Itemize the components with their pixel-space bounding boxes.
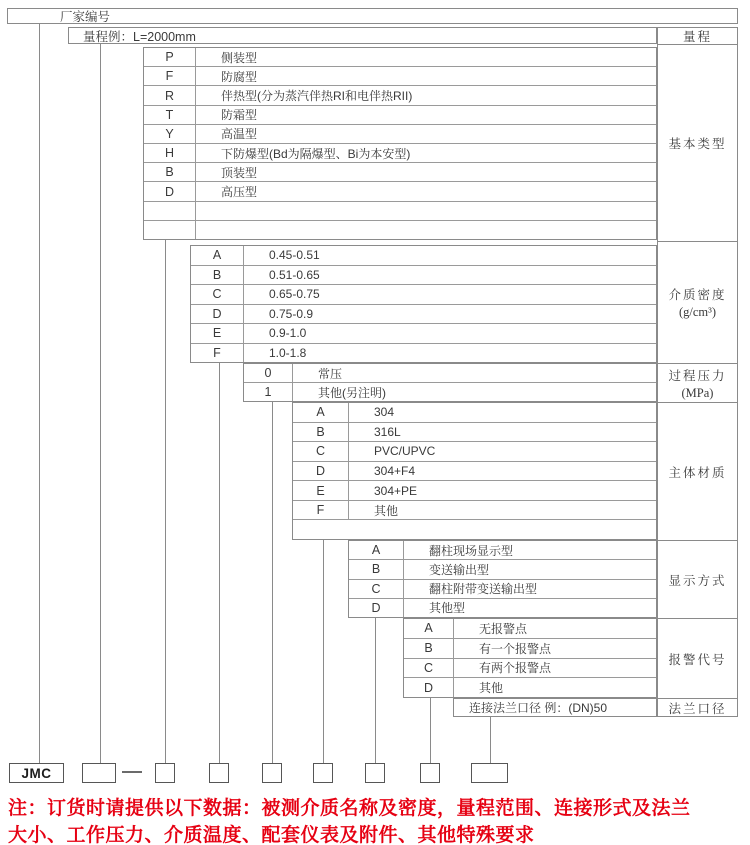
code-cell: B [144, 163, 196, 181]
desc-cell: 有两个报警点 [479, 661, 552, 676]
code-cell: D [293, 462, 349, 481]
code-cell: D [349, 599, 404, 617]
desc-cell: 1.0-1.8 [269, 345, 307, 360]
code-cell: D [191, 305, 244, 324]
table-row [144, 143, 656, 162]
density-table [190, 245, 657, 363]
desc-cell: 其他 [479, 681, 504, 696]
category-cell-basic-type [658, 44, 737, 241]
desc-cell: 304+F4 [374, 464, 416, 479]
desc-cell: 高温型 [221, 127, 258, 142]
code-cell: D [404, 678, 454, 697]
alarm-table [403, 618, 657, 698]
category-cell-flange [658, 698, 737, 716]
code-cell: F [144, 67, 196, 85]
desc-cell: 常压 [318, 366, 343, 381]
display-mode-table [348, 540, 657, 618]
code-cell: 1 [244, 383, 293, 401]
table-row [244, 382, 656, 401]
desc-cell [349, 520, 656, 539]
category-cell-alarm [658, 618, 737, 698]
category-cell-density [658, 241, 737, 363]
table-row [144, 124, 656, 143]
table-row [404, 658, 656, 678]
table-row [191, 284, 656, 304]
table-row [349, 559, 656, 578]
code-box-basic-type [155, 763, 175, 783]
table-row [349, 598, 656, 617]
desc-cell: 其他型 [429, 601, 466, 616]
category-label: 报警代号 [668, 652, 727, 667]
manufacturer-number-label: 厂家编号 [60, 10, 111, 24]
table-row [191, 246, 656, 265]
code-cell: E [191, 324, 244, 343]
code-box-alarm [420, 763, 440, 783]
code-cell [144, 202, 196, 220]
model-prefix-box [9, 763, 64, 783]
table-row-empty [144, 220, 656, 239]
code-cell [144, 221, 196, 239]
manufacturer-number-row [7, 8, 738, 24]
desc-cell [196, 221, 656, 239]
code-cell: C [191, 285, 244, 304]
table-row [191, 304, 656, 324]
desc-cell: 0.75-0.9 [269, 306, 314, 321]
code-cell: T [144, 106, 196, 124]
table-row [144, 85, 656, 104]
flange-desc-text: 连接法兰口径 例：(DN)50 [469, 701, 608, 715]
code-cell: C [293, 442, 349, 461]
table-row-empty [293, 519, 656, 539]
desc-cell [196, 202, 656, 220]
code-cell: B [293, 423, 349, 442]
order-note [8, 795, 748, 845]
model-prefix-label: JMC [21, 765, 52, 781]
material-table [292, 402, 657, 540]
table-row [191, 343, 656, 363]
table-row [144, 181, 656, 200]
code-box-material [313, 763, 333, 783]
table-row [293, 480, 656, 500]
basic-type-table [143, 47, 657, 240]
table-row [191, 323, 656, 343]
desc-cell: 防霜型 [221, 108, 258, 123]
table-row [404, 638, 656, 658]
table-row [293, 500, 656, 520]
table-row [349, 541, 656, 559]
code-box-display-mode [365, 763, 385, 783]
code-cell: C [349, 580, 404, 598]
desc-cell: 0.65-0.75 [269, 287, 320, 302]
connector-line-alarm [430, 698, 431, 763]
connector-line-flange [490, 717, 491, 763]
category-label: 法兰口径 [668, 701, 727, 716]
table-row [293, 461, 656, 481]
table-row [349, 579, 656, 598]
category-label: 基本类型 [668, 137, 727, 151]
code-cell: B [191, 266, 244, 285]
table-row [293, 441, 656, 461]
desc-cell: 304 [374, 405, 395, 420]
connector-line-density [219, 363, 220, 763]
category-unit: (MPa) [681, 385, 714, 400]
desc-cell: 0.51-0.65 [269, 267, 320, 282]
connector-line-material [323, 540, 324, 763]
table-row [404, 677, 656, 697]
table-row [293, 403, 656, 422]
code-box-flange [471, 763, 508, 783]
table-row [244, 364, 656, 382]
desc-cell: 侧装型 [221, 50, 258, 65]
code-cell: A [293, 403, 349, 422]
order-note-line2: 大小、工作压力、介质温度、配套仪表及附件、其他特殊要求 [8, 825, 535, 845]
table-row [144, 105, 656, 124]
category-cell-range [658, 28, 737, 44]
desc-cell: 防腐型 [221, 69, 258, 84]
code-cell: P [144, 48, 196, 66]
desc-cell: 304+PE [374, 483, 418, 498]
desc-cell: 高压型 [221, 185, 258, 200]
desc-cell: 伴热型(分为蒸汽伴热RI和电伴热RII) [221, 89, 413, 103]
desc-cell: 翻柱附带变送输出型 [429, 582, 538, 597]
table-row [144, 66, 656, 85]
category-label: 介质密度 [668, 288, 727, 302]
code-cell: B [404, 639, 454, 658]
desc-cell: 316L [374, 424, 401, 439]
range-example-text: 量程例：L=2000mm [83, 29, 196, 44]
table-row [293, 422, 656, 442]
category-cell-display-mode [658, 540, 737, 618]
table-row [144, 48, 656, 66]
connector-line-manufacturer [39, 24, 40, 763]
category-column [657, 27, 738, 717]
code-cell: H [144, 144, 196, 162]
category-cell-material [658, 402, 737, 540]
table-row [144, 162, 656, 181]
category-cell-pressure [658, 363, 737, 402]
desc-cell: 有一个报警点 [479, 641, 552, 656]
code-cell: A [349, 541, 404, 559]
category-label: 显示方式 [668, 573, 727, 588]
code-cell: 0 [244, 364, 293, 382]
code-cell [293, 520, 349, 539]
code-box-range [82, 763, 116, 783]
desc-cell: 下防爆型(Bd为隔爆型、Bi为本安型) [221, 146, 411, 161]
code-box-density [209, 763, 229, 783]
category-label: 主体材质 [668, 465, 727, 480]
code-cell: C [404, 659, 454, 678]
code-box-pressure [262, 763, 282, 783]
dash-separator [122, 771, 142, 773]
category-unit: (g/cm³) [678, 305, 717, 319]
code-cell: R [144, 86, 196, 104]
order-note-line1: 注：订货时请提供以下数据：被测介质名称及密度，量程范围、连接形式及法兰 [8, 798, 691, 819]
code-cell: E [293, 481, 349, 500]
table-row-empty [144, 201, 656, 220]
category-label: 量程 [682, 30, 712, 44]
desc-cell: 无报警点 [479, 621, 528, 636]
range-row [68, 27, 657, 44]
connector-line-pressure [272, 402, 273, 763]
connector-line-range [100, 44, 101, 763]
flange-row [453, 698, 657, 717]
desc-cell: 其他 [374, 503, 399, 518]
desc-cell: 翻柱现场显示型 [429, 543, 514, 558]
connector-line-display-mode [375, 618, 376, 763]
desc-cell: 变送输出型 [429, 562, 490, 577]
desc-cell: 0.9-1.0 [269, 326, 307, 341]
connector-line-basic-type [165, 240, 166, 763]
code-cell: F [191, 344, 244, 363]
code-cell: D [144, 182, 196, 200]
category-label: 过程压力 [668, 368, 727, 383]
code-cell: A [404, 619, 454, 638]
desc-cell: 顶装型 [221, 165, 258, 180]
code-cell: B [349, 560, 404, 578]
table-row [404, 619, 656, 638]
table-row [191, 265, 656, 285]
pressure-table [243, 363, 657, 402]
code-cell: F [293, 501, 349, 520]
desc-cell: PVC/UPVC [374, 444, 436, 459]
code-cell: Y [144, 125, 196, 143]
desc-cell: 0.45-0.51 [269, 248, 320, 263]
desc-cell: 其他(另注明) [318, 385, 386, 400]
code-cell: A [191, 246, 244, 265]
